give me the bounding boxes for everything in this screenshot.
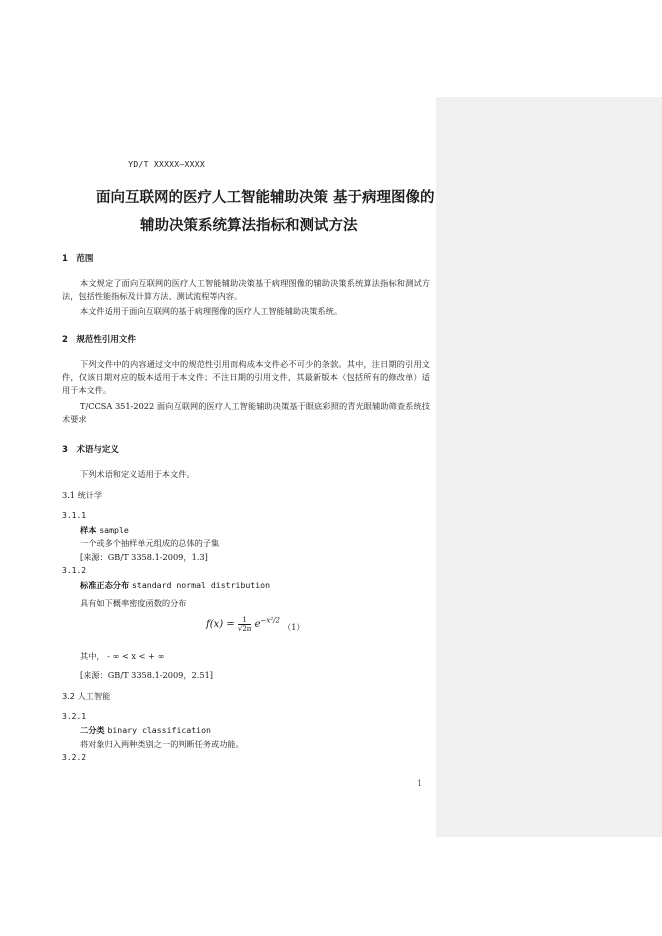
term-3-1-1-english: sample	[99, 525, 129, 535]
section-3-intro: 下列术语和定义适用于本文件。	[80, 469, 195, 479]
comment-margin-pane	[436, 97, 662, 837]
term-3-1-2-chinese: 标准正态分布	[80, 580, 130, 590]
term-3-1-1-title	[80, 525, 129, 536]
page-number: 1	[417, 779, 423, 788]
section-1-heading: 1 范围	[62, 254, 94, 264]
subsection-3-2-heading: 3.2 人工智能	[62, 691, 111, 701]
term-3-1-1-definition: 一个或多个抽样单元组成的总体的子集	[80, 538, 220, 548]
section-1-paragraph-1: 本文规定了面向互联网的医疗人工智能辅助决策基于病理图像的辅助决策系统算法指标和测试方法，包括性能指标及计算方法、测试流程等内容。	[62, 278, 430, 301]
section-1-paragraph-2: 本文件适用于面向互联网的基于病理图像的医疗人工智能辅助决策系统。	[80, 306, 343, 316]
term-3-1-2-source: [来源：GB/T 3358.1-2009，2.51]	[80, 670, 213, 680]
formula-denominator: √2π	[237, 625, 252, 633]
formula-lhs: f(x) =	[206, 619, 235, 630]
section-2-reference: T/CCSA 351-2022 面向互联网的医疗人工智能辅助决策基于眼底彩照的青光眼辅助筛查系统技术要求	[62, 401, 430, 424]
term-3-1-2-title	[80, 580, 270, 591]
formula-exponent: −x²/2	[260, 616, 280, 625]
document-title-line-1: 面向互联网的医疗人工智能辅助决策 基于病理图像的	[96, 190, 435, 206]
section-3-heading: 3 术语与定义	[62, 445, 119, 455]
standard-code-header: YD/T XXXXX—XXXX	[128, 160, 205, 169]
term-3-2-1-chinese: 二分类	[80, 725, 105, 735]
subsection-3-1-heading: 3.1 统计学	[62, 490, 103, 500]
term-3-1-2-english: standard normal distribution	[132, 580, 271, 590]
term-3-2-1-title	[80, 725, 211, 736]
term-3-1-2-number: 3.1.2	[62, 566, 87, 575]
term-3-1-1-source: [来源：GB/T 3358.1-2009，1.3]	[80, 552, 208, 562]
formula-exponential-base: e	[254, 619, 261, 630]
section-2-heading: 2 规范性引用文件	[62, 335, 136, 345]
normal-distribution-formula	[206, 616, 280, 633]
document-title-line-2: 辅助决策系统算法指标和测试方法	[140, 218, 358, 234]
term-3-1-2-definition: 具有如下概率密度函数的分布	[80, 598, 187, 608]
formula-numerator: 1	[238, 616, 252, 625]
formula-label: （1）	[283, 622, 305, 632]
formula-fraction	[238, 616, 252, 633]
term-3-1-1-number: 3.1.1	[62, 511, 87, 520]
term-3-2-2-number: 3.2.2	[62, 753, 87, 762]
section-2-paragraph-1: 下列文件中的内容通过文中的规范性引用而构成本文件必不可少的条款。其中，注日期的引用文件，仅该日期对应的版本适用于本文件；不注日期的引用文件，其最新版本（包括所有的修改单）适用于本文件。	[62, 359, 430, 395]
term-3-1-1-chinese: 样本	[80, 525, 97, 535]
term-3-2-1-number: 3.2.1	[62, 712, 87, 721]
formula-domain-note: 其中， - ∞ < x < + ∞	[80, 651, 165, 661]
term-3-2-1-english: binary classification	[107, 725, 211, 735]
term-3-2-1-definition: 将对象归入两种类别之一的判断任务或功能。	[80, 739, 244, 749]
